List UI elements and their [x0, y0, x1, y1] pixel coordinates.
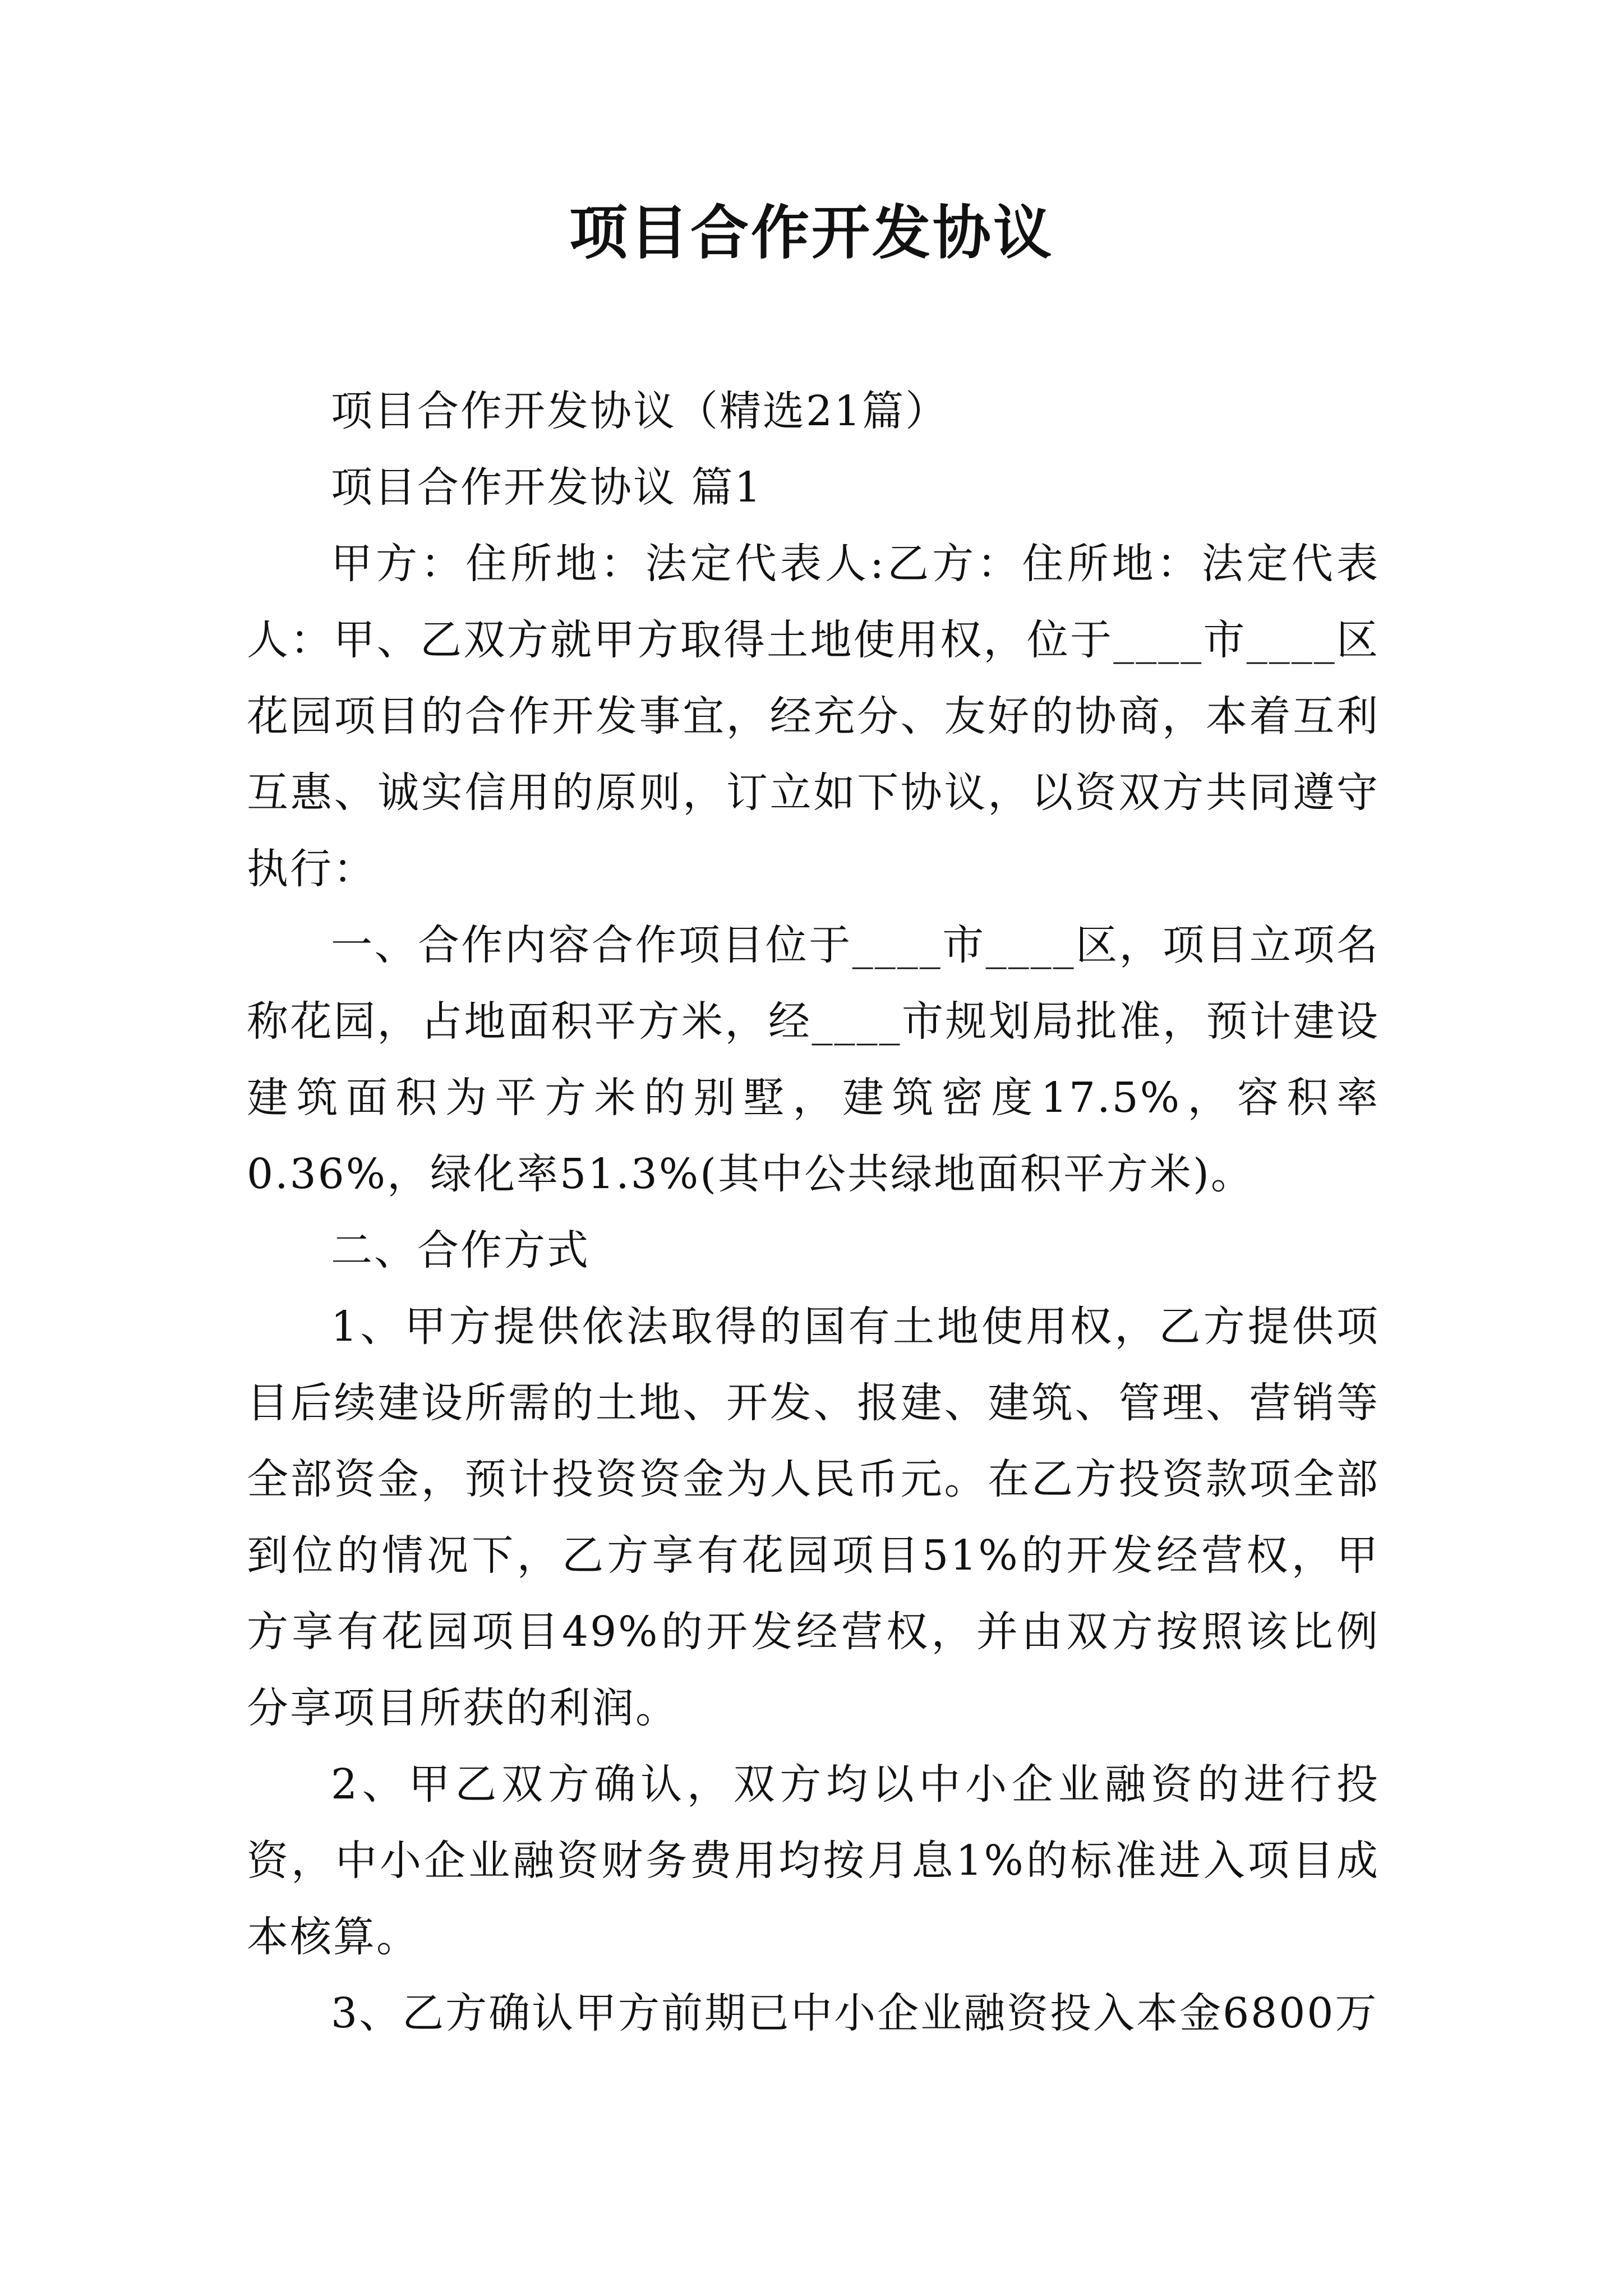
- document-title: 项目合作开发协议: [569, 199, 1054, 267]
- paragraph-cooperation-content: 一、合作内容合作项目位于____市____区，项目立项名称花园，占地面积平方米，经____市规划局批准，预计建设建筑面积为平方米的别墅，建筑密度17.5%，容积率0.36%，绿化率51.3%(其中公共绿地面积平方米)。: [247, 921, 1380, 1198]
- paragraph-parties: 甲方：住所地：法定代表人:乙方：住所地：法定代表人：甲、乙双方就甲方取得土地使用权，位于____市____区花园项目的合作开发事宜，经充分、友好的协商，本着互利互惠、诚实信用的原则，订立如下协议，以资双方共同遵守执行：: [247, 540, 1380, 893]
- document-body: [247, 373, 1380, 2051]
- section-heading-cooperation-method: 二、合作方式: [331, 1226, 590, 1274]
- article-heading: 项目合作开发协议 篇1: [331, 463, 763, 512]
- clause-1: 1、甲方提供依法取得的国有土地使用权，乙方提供项目后续建设所需的土地、开发、报建、建筑、管理、营销等全部资金，预计投资资金为人民币元。在乙方投资款项全部到位的情况下，乙方享有花园项目51%的开发经营权，甲方享有花园项目49%的开发经营权，并由双方按照该比例分享项目所获的利润。: [247, 1303, 1380, 1732]
- clause-2: 2、甲乙双方确认，双方均以中小企业融资的进行投资，中小企业融资财务费用均按月息1%的标准进入项目成本核算。: [247, 1760, 1380, 1961]
- collection-heading: 项目合作开发协议（精选21篇）: [331, 387, 949, 435]
- clause-3: 3、乙方确认甲方前期已中小企业融资投入本金6800万: [331, 1989, 1378, 2037]
